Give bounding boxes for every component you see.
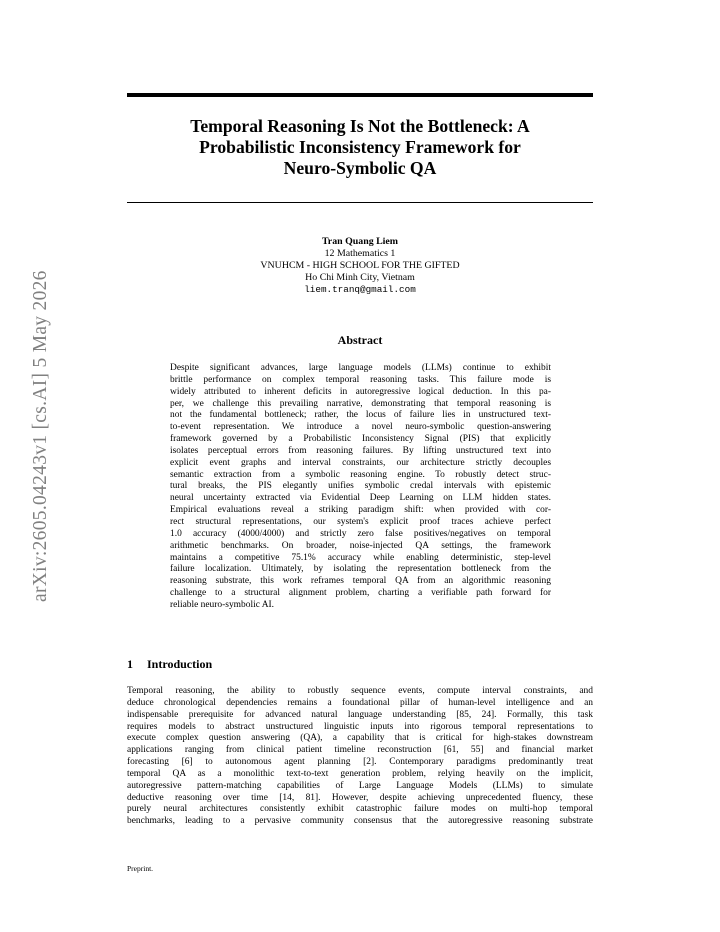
intro-line: Temporal reasoning, the ability to robustly sequence events, compute interval constraints, and — [127, 686, 593, 696]
author-block — [127, 236, 593, 296]
abstract-line: to-event representation. We introduce a novel neuro-symbolic question-answering — [170, 422, 551, 433]
abstract-line: framework governed by a Probabilistic Inconsistency Signal (PIS) that explicitly — [170, 434, 551, 445]
abstract-line: rect structural representations, our system's explicit proof traces achieve perfect — [170, 516, 551, 527]
intro-line: autoregressive pattern-matching capabilities of Large Language Models (LLMs) to simulate — [127, 780, 593, 791]
title-bottom-rule — [127, 202, 593, 203]
abstract-line: Despite significant advances, large language models (LLMs) continue to exhibit — [170, 363, 551, 373]
intro-line: purely neural architectures consistently exhibit catastrophic failure modes on multi-hop temporal — [127, 804, 593, 815]
section-heading-introduction — [127, 657, 212, 672]
paper-title — [127, 116, 593, 179]
abstract-line: Empirical evaluations reveal a striking paradigm shift: when provided with cor- — [170, 505, 551, 516]
introduction-body — [127, 686, 593, 828]
intro-line: forecasting [6] to autonomous agent planning [2]. Contemporary paradigms predominantly treat — [127, 757, 593, 768]
abstract-line: maintains a competitive 75.1% accuracy while enabling deterministic, step-level — [170, 552, 551, 563]
abstract-heading: Abstract — [337, 333, 383, 347]
abstract-line: neural uncertainty extracted via Evidential Deep Learning on LLM hidden states. — [170, 493, 551, 504]
title-top-rule — [127, 93, 593, 97]
arxiv-identifier: arXiv:2605.04243v1 [cs.AI] 5 May 2026 — [30, 270, 51, 602]
section-title: Introduction — [147, 657, 213, 671]
author-school: VNUHCM - HIGH SCHOOL FOR THE GIFTED — [260, 260, 460, 271]
abstract-line: brittle performance on complex temporal reasoning tasks. This failure mode is — [170, 374, 551, 385]
title-line: Temporal Reasoning Is Not the Bottleneck: A — [190, 116, 530, 136]
author-class: 12 Mathematics 1 — [324, 248, 396, 259]
abstract-line: reasoning substrate, this work reframes temporal QA from an algorithmic reasoning — [170, 576, 551, 587]
intro-line: requires models to abstract unstructured linguistic inputs into rigorous temporal representations to — [127, 721, 593, 732]
title-line: Neuro-Symbolic QA — [283, 158, 437, 178]
intro-line: indispensable prerequisite for advanced natural language understanding [85, 24]. Formally, this task — [127, 709, 593, 720]
intro-line: deductive reasoning over time [14, 81]. However, despite achieving unprecedented fluency, these — [127, 792, 593, 803]
abstract-line: not the fundamental bottleneck; rather, the locus of failure lies in unstructured text- — [170, 410, 551, 421]
abstract-body — [170, 363, 551, 612]
author-name: Tran Quang Liem — [321, 236, 399, 247]
intro-line: benchmarks, leading to a pervasive community consensus that the autoregressive reasoning substrate — [127, 816, 593, 827]
abstract-line: arithmetic benchmarks. On broader, noise-injected QA settings, the framework — [170, 540, 551, 551]
author-email: liem.tranq@gmail.com — [304, 284, 416, 295]
abstract-line: isolates perceptual errors from reasoning failures. By lifting unstructured text into — [170, 445, 551, 456]
intro-line: execute complex question answering (QA), a capability that is critical for high-stakes downstream — [127, 733, 593, 744]
preprint-footnote: Preprint. — [127, 864, 154, 873]
abstract-line: challenge to a structural alignment problem, charting a verifiable path forward for — [170, 588, 551, 599]
abstract-line: per, we challenge this prevailing narrative, demonstrating that temporal reasoning is — [170, 398, 551, 409]
intro-line: applications ranging from clinical patient timeline reconstruction [61, 55] and financial market — [127, 745, 593, 756]
abstract-line: explicit event graphs and interval constraints, our architecture strictly decouples — [170, 457, 551, 468]
abstract-line: failure localization. Ultimately, by isolating the representation bottleneck from the — [170, 564, 551, 575]
abstract-line: semantic extraction from a symbolic reasoning engine. To robustly detect struc- — [170, 469, 551, 480]
abstract-line: widely attributed to inherent deficits in autoregressive logical deduction. In this pa- — [170, 386, 551, 397]
abstract-line: reliable neuro-symbolic AI. — [170, 599, 275, 610]
abstract-line: tural breaks, the PIS elegantly unifies symbolic credal intervals with epistemic — [170, 481, 551, 492]
abstract-line: 1.0 accuracy (4000/4000) and strictly zero false positives/negatives on temporal — [170, 528, 551, 539]
section-number: 1 — [127, 657, 133, 671]
author-city: Ho Chi Minh City, Vietnam — [305, 272, 415, 283]
title-line: Probabilistic Inconsistency Framework for — [199, 137, 521, 157]
intro-line: temporal QA as a monolithic text-to-text generation problem, relying heavily on the implicit, — [127, 768, 593, 779]
intro-line: deduce chronological dependencies remains a foundational pillar of human-level intelligence and an — [127, 697, 593, 708]
